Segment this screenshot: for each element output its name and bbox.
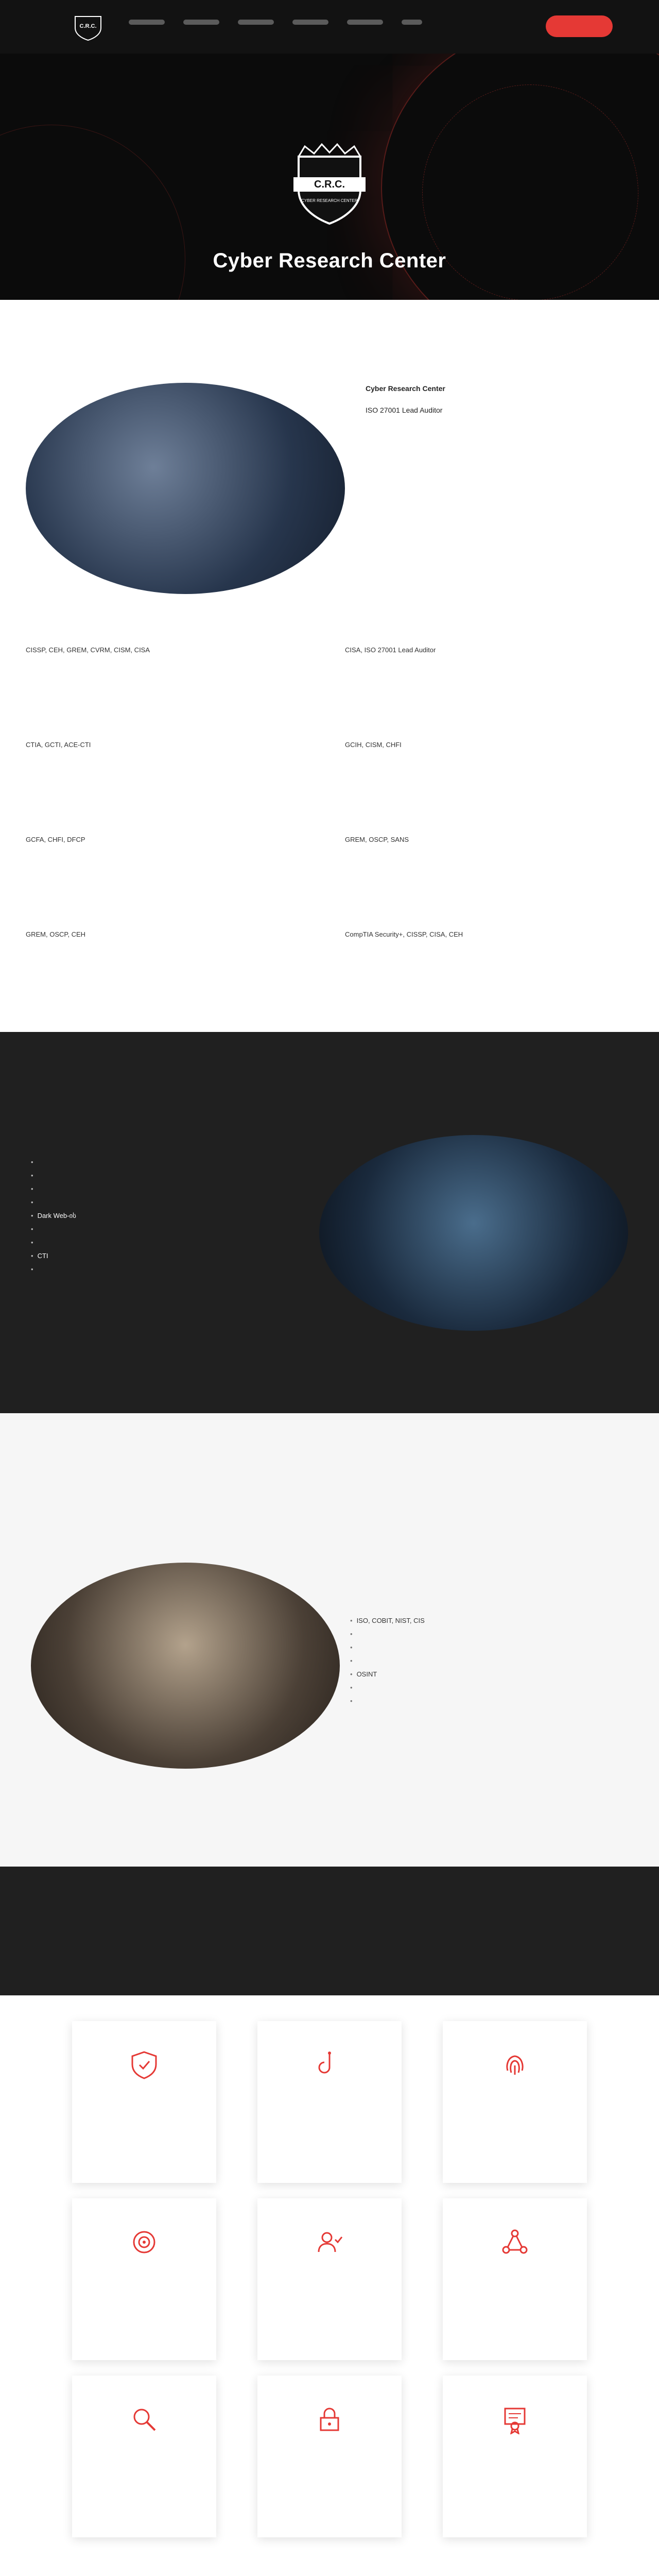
service-desc: [84, 2484, 204, 2520]
course-price: [345, 967, 633, 976]
services-grid: [72, 2021, 587, 2537]
course-requirements: GREM, OSCP, SANS: [345, 836, 409, 843]
intro-brand: Cyber Research Center: [366, 384, 445, 393]
course-item: [26, 720, 314, 796]
course-price: [26, 683, 314, 692]
list-item: [31, 1236, 304, 1249]
course-title[interactable]: [26, 909, 314, 921]
service-desc: [84, 2130, 204, 2166]
service-card[interactable]: [72, 2198, 216, 2360]
nav-item-1[interactable]: [129, 20, 165, 25]
trainings-image: [31, 1563, 340, 1769]
nav-item-3[interactable]: [238, 20, 274, 25]
list-item: [31, 1196, 304, 1209]
course-title[interactable]: [26, 815, 314, 826]
research-image: [319, 1135, 628, 1331]
course-title[interactable]: [345, 909, 633, 921]
service-title: [84, 2274, 204, 2297]
course-price: [345, 872, 633, 882]
trainings-section: [0, 1413, 659, 1867]
course-requirements: CISSP, CEH, GREM, CVRM, CISM, CISA: [26, 646, 150, 654]
list-item: [350, 1681, 425, 1694]
nav-item-2[interactable]: [183, 20, 219, 25]
service-desc: [270, 2484, 389, 2520]
course-price: [26, 777, 314, 787]
course-item: [345, 909, 633, 986]
course-price: [26, 872, 314, 882]
user-check-icon: [315, 2227, 344, 2257]
course-duration: [345, 664, 633, 673]
course-title[interactable]: [26, 625, 314, 636]
service-card[interactable]: [72, 2021, 216, 2183]
service-desc: [270, 2307, 389, 2343]
hero-title: Cyber Research Center: [213, 249, 446, 272]
service-desc: [270, 2130, 389, 2166]
course-title[interactable]: [26, 720, 314, 731]
course-duration: [345, 759, 633, 768]
service-title: [455, 2097, 575, 2120]
course-title[interactable]: [345, 815, 633, 826]
research-title: [0, 1032, 659, 1089]
logo-text: C.R.C.: [79, 23, 97, 29]
course-item: [26, 909, 314, 986]
lock-icon: [315, 2404, 344, 2434]
course-requirements: CTIA, GCTI, ACE-CTI: [26, 741, 91, 749]
intro-section: [0, 300, 659, 1032]
course-duration: [26, 664, 314, 673]
course-price: [345, 683, 633, 692]
crest-text: C.R.C.: [314, 179, 345, 190]
service-desc: [455, 2130, 575, 2166]
course-title[interactable]: [345, 625, 633, 636]
services-title: [0, 1867, 659, 1918]
course-item: [345, 720, 633, 796]
intro-cert-line: ISO 27001 Lead Auditor: [366, 406, 443, 414]
hero-decor-ring-left: [0, 125, 185, 300]
course-requirements: CISA, ISO 27001 Lead Auditor: [345, 646, 436, 654]
services-section: [0, 2021, 659, 2576]
service-card[interactable]: [257, 2021, 402, 2183]
service-desc: [455, 2484, 575, 2520]
service-card[interactable]: [257, 2376, 402, 2537]
nav-item-5[interactable]: [347, 20, 383, 25]
course-duration: [345, 948, 633, 958]
list-item: [31, 1169, 304, 1182]
services-subtitle: [0, 1925, 659, 1936]
service-title: [455, 2451, 575, 2474]
service-card[interactable]: [443, 2021, 587, 2183]
course-item: [345, 815, 633, 891]
research-section: [0, 1032, 659, 1413]
course-duration: [26, 948, 314, 958]
list-item: [350, 1628, 425, 1641]
service-title: [84, 2097, 204, 2120]
crest-subtext: CYBER RESEARCH CENTER: [301, 198, 358, 203]
list-item: [31, 1223, 304, 1236]
nav-item-4[interactable]: [292, 20, 328, 25]
course-price: [26, 967, 314, 976]
list-item: [350, 1694, 425, 1708]
target-icon: [129, 2227, 159, 2257]
search-icon: [129, 2404, 159, 2434]
network-icon: [500, 2227, 530, 2257]
intro-image: [26, 383, 345, 594]
course-requirements: GCIH, CISM, CHFI: [345, 741, 402, 749]
list-item: [31, 1263, 304, 1276]
course-requirements: GCFA, CHFI, DFCP: [26, 836, 85, 843]
course-item: [345, 625, 633, 701]
course-requirements: CompTIA Security+, CISSP, CISA, CEH: [345, 930, 463, 938]
course-duration: [26, 759, 314, 768]
nav-menu: [129, 20, 422, 25]
service-title: [455, 2274, 575, 2297]
hero: [0, 54, 659, 300]
course-list: [26, 625, 633, 1016]
list-item: • Dark Web-ის: [31, 1209, 304, 1223]
course-title[interactable]: [345, 720, 633, 731]
service-title: [270, 2097, 389, 2120]
service-card[interactable]: [72, 2376, 216, 2537]
service-title: [270, 2451, 389, 2474]
trainings-title: [0, 1413, 659, 1470]
service-card[interactable]: [443, 2198, 587, 2360]
course-item: [26, 625, 314, 701]
research-list: [31, 1156, 304, 1276]
navbar: [0, 0, 659, 54]
service-card[interactable]: [257, 2198, 402, 2360]
list-item: [350, 1654, 425, 1668]
service-card[interactable]: [443, 2376, 587, 2537]
crest-logo: [278, 141, 381, 229]
list-item: • OSINT: [350, 1668, 425, 1681]
nav-item-6[interactable]: [402, 20, 422, 25]
service-desc: [84, 2307, 204, 2343]
nav-cta-button[interactable]: [546, 15, 613, 37]
course-duration: [26, 854, 314, 863]
list-item: [31, 1156, 304, 1169]
fingerprint-icon: [500, 2050, 530, 2080]
list-item: [350, 1641, 425, 1654]
service-desc: [455, 2307, 575, 2343]
list-item: [31, 1182, 304, 1196]
services-header: [0, 1867, 659, 1995]
service-title: [270, 2274, 389, 2297]
list-item: • ISO, COBIT, NIST, CIS: [350, 1614, 425, 1628]
intro-text: [366, 383, 633, 594]
service-title: [84, 2451, 204, 2474]
site-logo[interactable]: [72, 9, 104, 41]
cert-icon: [500, 2404, 530, 2434]
course-duration: [345, 854, 633, 863]
course-requirements: GREM, OSCP, CEH: [26, 930, 86, 938]
course-price: [345, 777, 633, 787]
intro-lead: [26, 349, 633, 362]
hook-icon: [315, 2050, 344, 2080]
trainings-list: [350, 1614, 425, 1708]
course-item: [26, 815, 314, 891]
list-item: • CTI: [31, 1249, 304, 1263]
shield-icon: [129, 2050, 159, 2080]
